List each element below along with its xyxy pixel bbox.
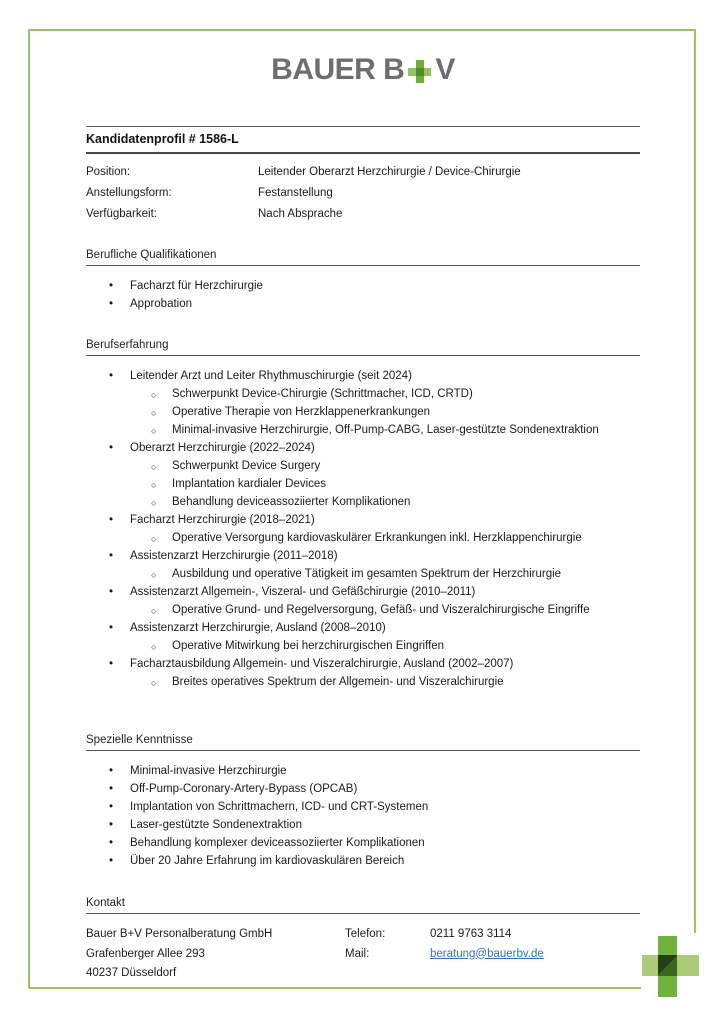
page-border-right	[694, 29, 696, 933]
bullet-dot-icon: •	[109, 280, 114, 292]
sub-list-item	[86, 457, 640, 475]
list-item	[86, 619, 640, 637]
list-item	[86, 834, 640, 852]
page-border-left	[28, 29, 30, 989]
list-item-text: Behandlung komplexer deviceassoziierter Komplikationen	[130, 837, 425, 849]
address-line: Grafenberger Allee 293	[86, 947, 205, 960]
sub-list-item	[86, 601, 640, 619]
bullet-dot-icon: •	[109, 837, 114, 849]
list-item	[86, 798, 640, 816]
list-item-text: Facharzt Herzchirurgie (2018–2021)	[130, 514, 315, 526]
mail-label: Mail:	[345, 947, 370, 960]
list-item	[86, 511, 640, 529]
profile-field-row	[86, 183, 640, 204]
sub-list-item	[86, 493, 640, 511]
list-item-text: Laser-gestützte Sondenextraktion	[130, 819, 302, 831]
section	[86, 339, 640, 691]
cross-overlap	[658, 955, 677, 976]
bullet-circle-icon: ○	[151, 389, 157, 400]
section	[86, 249, 640, 313]
bullet-dot-icon: •	[109, 550, 114, 562]
sub-list-item	[86, 529, 640, 547]
section-heading: Spezielle Kenntnisse	[86, 734, 640, 751]
phone-row	[345, 925, 640, 945]
bullet-list	[86, 367, 640, 691]
bullet-dot-icon: •	[109, 658, 114, 670]
sub-list-item	[86, 403, 640, 421]
list-item-text: Minimal-invasive Herzchirurgie	[130, 765, 287, 777]
kontakt-heading: Kontakt	[86, 897, 640, 914]
sub-list-item-text: Operative Grund- und Regelversorgung, Gefäß- und Viszeralchirurgische Eingriffe	[172, 604, 590, 616]
list-item-text: Facharzt für Herzchirurgie	[130, 280, 263, 292]
list-item-text: Assistenzarzt Herzchirurgie, Ausland (2008–2010)	[130, 622, 386, 634]
list-item-text: Off-Pump-Coronary-Artery-Bypass (OPCAB)	[130, 783, 358, 795]
sub-list-item-text: Ausbildung und operative Tätigkeit im gesamten Spektrum der Herzchirurgie	[172, 568, 562, 580]
profile-title: Kandidatenprofil # 1586-L	[86, 132, 239, 146]
bullet-circle-icon: ○	[151, 533, 157, 544]
bullet-circle-icon: ○	[151, 497, 157, 508]
list-item-text: Assistenzarzt Allgemein-, Viszeral- und Gefäßchirurgie (2010–2011)	[130, 586, 476, 598]
logo	[271, 52, 455, 88]
profile-field-row	[86, 204, 640, 225]
sub-list-item-text: Behandlung deviceassoziierter Komplikationen	[172, 496, 411, 508]
list-item	[86, 780, 640, 798]
list-item	[86, 852, 640, 870]
bullet-dot-icon: •	[109, 370, 114, 382]
brand-cross-icon	[642, 936, 699, 997]
bullet-circle-icon: ○	[151, 425, 157, 436]
bullet-dot-icon: •	[109, 442, 114, 454]
phone-value: 0211 9763 3114	[430, 928, 512, 940]
list-item	[86, 655, 640, 673]
profile-title-block	[86, 126, 640, 154]
bullet-circle-icon: ○	[151, 677, 157, 688]
bullet-dot-icon: •	[109, 783, 114, 795]
logo-text-right: V	[435, 53, 455, 86]
document-content	[86, 0, 640, 984]
field-value: Leitender Oberarzt Herzchirurgie / Device-Chirurgie	[258, 166, 521, 178]
profile-field-row	[86, 162, 640, 183]
field-label: Position:	[86, 166, 131, 178]
list-item-text: Implantation von Schrittmachern, ICD- und CRT-Systemen	[130, 801, 429, 813]
list-item	[86, 762, 640, 780]
sub-list-item-text: Operative Versorgung kardiovaskulärer Erkrankungen inkl. Herzklappenchirurgie	[172, 532, 582, 544]
bullet-dot-icon: •	[109, 514, 114, 526]
bullet-circle-icon: ○	[151, 605, 157, 616]
contact-details	[345, 925, 640, 984]
address-line: Bauer B+V Personalberatung GmbH	[86, 928, 273, 940]
bullet-circle-icon: ○	[151, 461, 157, 472]
list-item	[86, 277, 640, 295]
field-value: Festanstellung	[258, 187, 333, 199]
sub-list-item-text: Schwerpunkt Device-Chirurgie (Schrittmacher, ICD, CRTD)	[172, 388, 473, 400]
list-item	[86, 547, 640, 565]
bullet-list	[86, 277, 640, 313]
list-item-text: Approbation	[130, 298, 193, 310]
bullet-circle-icon: ○	[151, 407, 157, 418]
bullet-list	[86, 762, 640, 870]
section	[86, 734, 640, 870]
bullet-dot-icon: •	[109, 622, 114, 634]
bullet-dot-icon: •	[109, 586, 114, 598]
profile-fields	[86, 162, 640, 225]
sub-list-item-text: Breites operatives Spektrum der Allgemein- und Viszeralchirurgie	[172, 676, 504, 688]
list-item-text: Facharztausbildung Allgemein- und Viszeralchirurgie, Ausland (2002–2007)	[130, 658, 514, 670]
sub-list-item-text: Minimal-invasive Herzchirurgie, Off-Pump-CABG, Laser-gestützte Sondenextraktion	[172, 424, 599, 436]
field-label: Anstellungsform:	[86, 187, 172, 199]
list-item	[86, 295, 640, 313]
list-item-text: Oberarzt Herzchirurgie (2022–2024)	[130, 442, 315, 454]
bullet-dot-icon: •	[109, 819, 114, 831]
bullet-dot-icon: •	[109, 765, 114, 777]
section-heading: Berufserfahrung	[86, 339, 640, 356]
list-item-text: Assistenzarzt Herzchirurgie (2011–2018)	[130, 550, 338, 562]
sub-list-item	[86, 385, 640, 403]
logo-row	[86, 0, 640, 90]
kontakt-columns	[86, 925, 640, 984]
page-border-bottom	[28, 987, 641, 989]
sub-list-item	[86, 673, 640, 691]
sub-list-item-text: Schwerpunkt Device Surgery	[172, 460, 321, 472]
list-item	[86, 583, 640, 601]
phone-label: Telefon:	[345, 928, 386, 940]
section-heading: Berufliche Qualifikationen	[86, 249, 640, 266]
sub-list-item	[86, 637, 640, 655]
bullet-dot-icon: •	[109, 855, 114, 867]
sub-list-item-text: Operative Mitwirkung bei herzchirurgischen Eingriffen	[172, 640, 445, 652]
sub-list-item	[86, 565, 640, 583]
sections	[86, 249, 640, 870]
sub-list-item-text: Implantation kardialer Devices	[172, 478, 327, 490]
kontakt-section	[86, 897, 640, 984]
logo-text-left: BAUER B	[271, 53, 405, 86]
sub-list-item-text: Operative Therapie von Herzklappenerkrankungen	[172, 406, 431, 418]
list-item-text: Leitender Arzt und Leiter Rhythmuschirurgie (seit 2024)	[130, 370, 412, 382]
list-item-text: Über 20 Jahre Erfahrung im kardiovaskulären Bereich	[130, 855, 405, 867]
bullet-circle-icon: ○	[151, 569, 157, 580]
field-value: Nach Absprache	[258, 208, 343, 220]
sub-list-item	[86, 421, 640, 439]
sub-list-item	[86, 475, 640, 493]
bullet-dot-icon: •	[109, 298, 114, 310]
mail-link[interactable]: beratung@bauerbv.de	[430, 947, 544, 960]
logo-plus-cross-icon	[408, 60, 431, 83]
mail-row	[345, 945, 640, 965]
list-item	[86, 816, 640, 834]
bullet-circle-icon: ○	[151, 479, 157, 490]
list-item	[86, 439, 640, 457]
company-address	[86, 925, 345, 984]
bullet-dot-icon: •	[109, 801, 114, 813]
bullet-circle-icon: ○	[151, 641, 157, 652]
address-line: 40237 Düsseldorf	[86, 967, 177, 979]
list-item	[86, 367, 640, 385]
field-label: Verfügbarkeit:	[86, 208, 157, 220]
